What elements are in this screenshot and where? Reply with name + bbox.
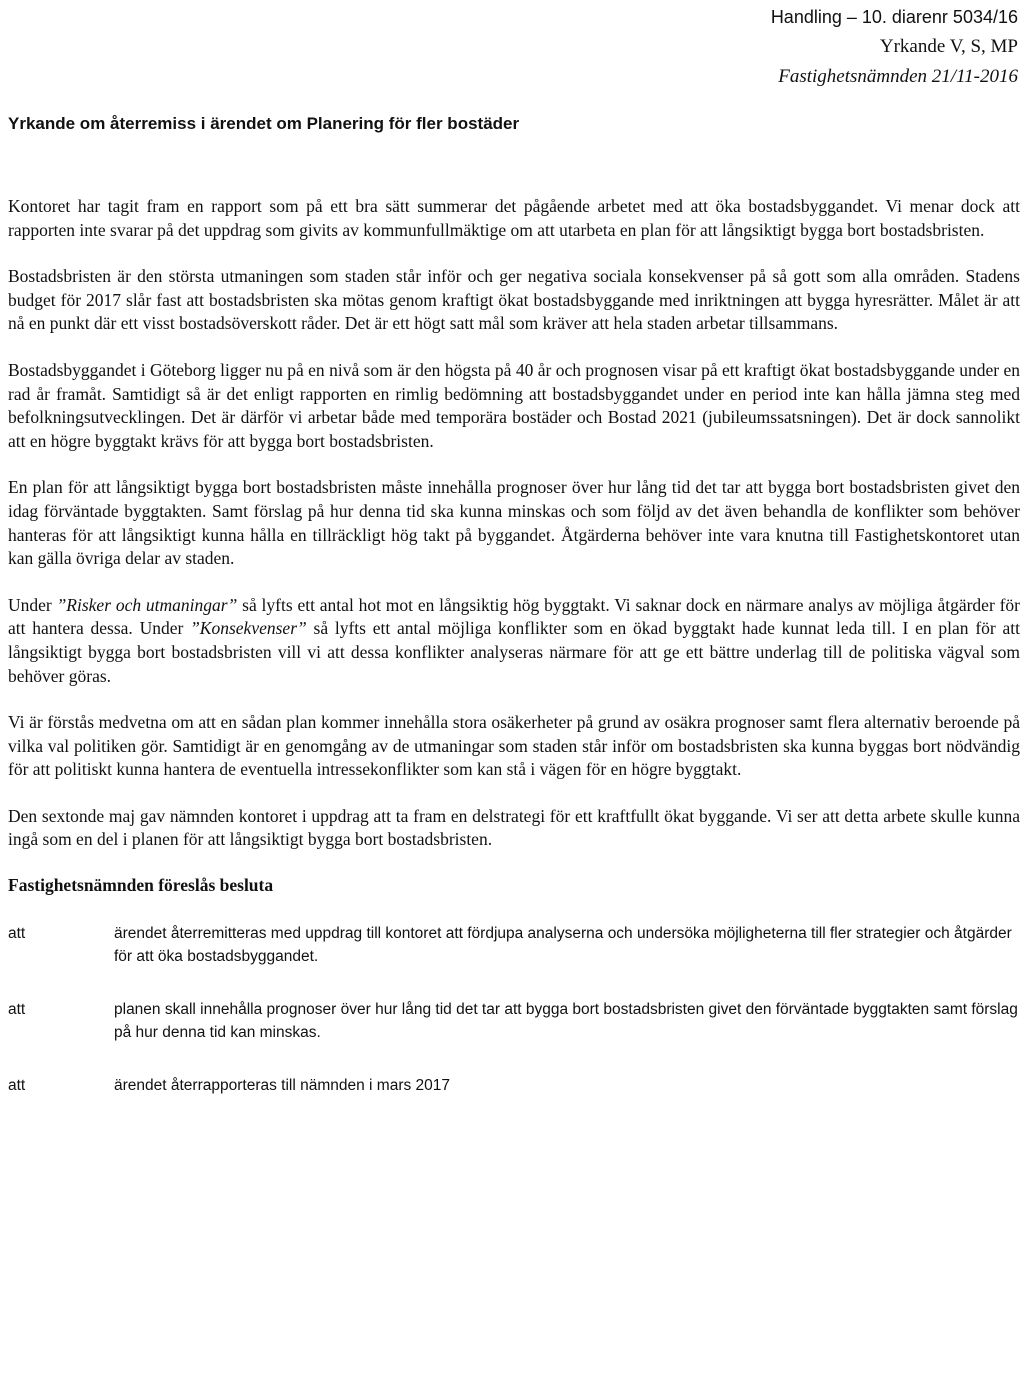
- proposal-keyword: att: [8, 925, 26, 943]
- document-body: [8, 195, 1020, 1127]
- paragraph-5: [8, 594, 1020, 688]
- document-title: Yrkande om återremiss i ärendet om Planering för fler bostäder: [8, 114, 520, 133]
- paragraph-4: En plan för att långsiktigt bygga bort bostadsbristen måste innehålla prognoser över hur lång tid det tar att bygga bort bostadsbristen givet den idag förväntade byggtakten. Samt förslag på hur denna tid ska kunna minskas och som följd av det även behandla de konflikter som behöver hanteras för att långsiktigt kunna hålla en tillräckligt hög takt på byggandet. Åtgärderna behöver inte vara knutna till Fastighetskontoret utan kan gälla övriga delar av staden.: [8, 477, 1020, 569]
- proposal-item-2: [8, 998, 1020, 1044]
- document-header: [771, 2, 1018, 92]
- paragraph-6: Vi är förstås medvetna om att en sådan plan kommer innehålla stora osäkerheter på grund av osäkra prognoser samt flera alternativ beroende på vilka val politiken gör. Samtidigt är en genomgång av de utmaningar som staden står inför om bostadsbristen ska kunna byggas bort nödvändig för att politiskt kunna hantera de eventuella intressekonflikter som kan stå i vägen för en högre byggtakt.: [8, 712, 1020, 780]
- paragraph-3: Bostadsbyggandet i Göteborg ligger nu på en nivå som är den högsta på 40 år och prognosen visar på ett kraftigt ökat bostadsbyggande under en rad år framåt. Samtidigt så är det enligt rapporten en rimlig bedömning att bostadsbyggandet under en period inte kan hålla jämna steg med befolkningsutvecklingen. Det är därför vi arbetar både med temporära bostäder och Bostad 2021 (jubileumssatsningen). Det är dock sannolikt att en högre byggtakt krävs för att bygga bort bostadsbristen.: [8, 359, 1020, 451]
- proposal-item-3: [8, 1074, 1020, 1097]
- paragraph-5-part-3: så lyfts ett antal möjliga konflikter som en ökad byggtakt hade kunnat leda till. I en plan för att långsiktigt bygga bort bostadsbristen vill vi att dessa konflikter analyseras närmare för att ge ett bättre underlag till de politiska vägval som behöver göras.: [8, 618, 1020, 686]
- diary-number: Handling – 10. diarenr 5034/16: [770, 7, 1018, 27]
- paragraph-2: Bostadsbristen är den största utmaningen som staden står inför och ger negativa sociala konsekvenser på så gott som alla områden. Stadens budget för 2017 slår fast att bostadsbristen ska mötas genom kraftigt ökat bostadsbyggande med inriktningen att bygga hyresrätter. Målet är att nå en punkt där ett visst bostadsöverskott råder. Det är ett högt satt mål som kräver att hela staden arbetar tillsammans.: [8, 266, 1020, 334]
- proposal-keyword: att: [8, 1001, 26, 1019]
- proposal-text: ärendet återremitteras med uppdrag till kontoret att fördjupa analyserna och undersöka möjligheterna till fler strategier och åtgärder för att öka bostadsbyggandet.: [114, 925, 1012, 966]
- proposal-keyword: att: [8, 1077, 26, 1095]
- risks-challenges-reference: ”Risker och utmaningar”: [56, 594, 238, 615]
- proposal-item-1: [8, 922, 1020, 968]
- paragraph-1: Kontoret har tagit fram en rapport som på ett bra sätt summerar det pågående arbetet med att öka bostadsbyggandet. Vi menar dock att rapporten inte svarar på det uppdrag som givits av kommunfullmäktige om att utarbeta en plan för att långsiktigt bygga bort bostadsbristen.: [8, 196, 1020, 240]
- proposal-text: ärendet återrapporteras till nämnden i mars 2017: [114, 1077, 451, 1095]
- committee-date: Fastighetsnämnden 21/11-2016: [778, 66, 1018, 87]
- proposal-text: planen skall innehålla prognoser över hur lång tid det tar att bygga bort bostadsbristen givet den förväntade byggtakten samt förslag på hur denna tid kan minskas.: [114, 1001, 1018, 1042]
- parties-line: Yrkande V, S, MP: [879, 36, 1018, 57]
- consequences-reference: ”Konsekvenser”: [190, 618, 307, 639]
- decision-heading: Fastighetsnämnden föreslås besluta: [8, 875, 274, 896]
- paragraph-5-part-1: Under: [8, 594, 57, 615]
- paragraph-5-part-2: så lyfts ett antal hot mot en långsiktig hög byggtakt. Vi saknar dock en närmare analys av möjliga åtgärder för att hantera dessa. Under: [8, 594, 1021, 639]
- paragraph-7: Den sextonde maj gav nämnden kontoret i uppdrag att ta fram en delstrategi för ett kraftfullt ökat byggande. Vi ser att detta arbete skulle kunna ingå som en del i planen för att långsiktigt bygga bort bostadsbristen.: [8, 805, 1020, 850]
